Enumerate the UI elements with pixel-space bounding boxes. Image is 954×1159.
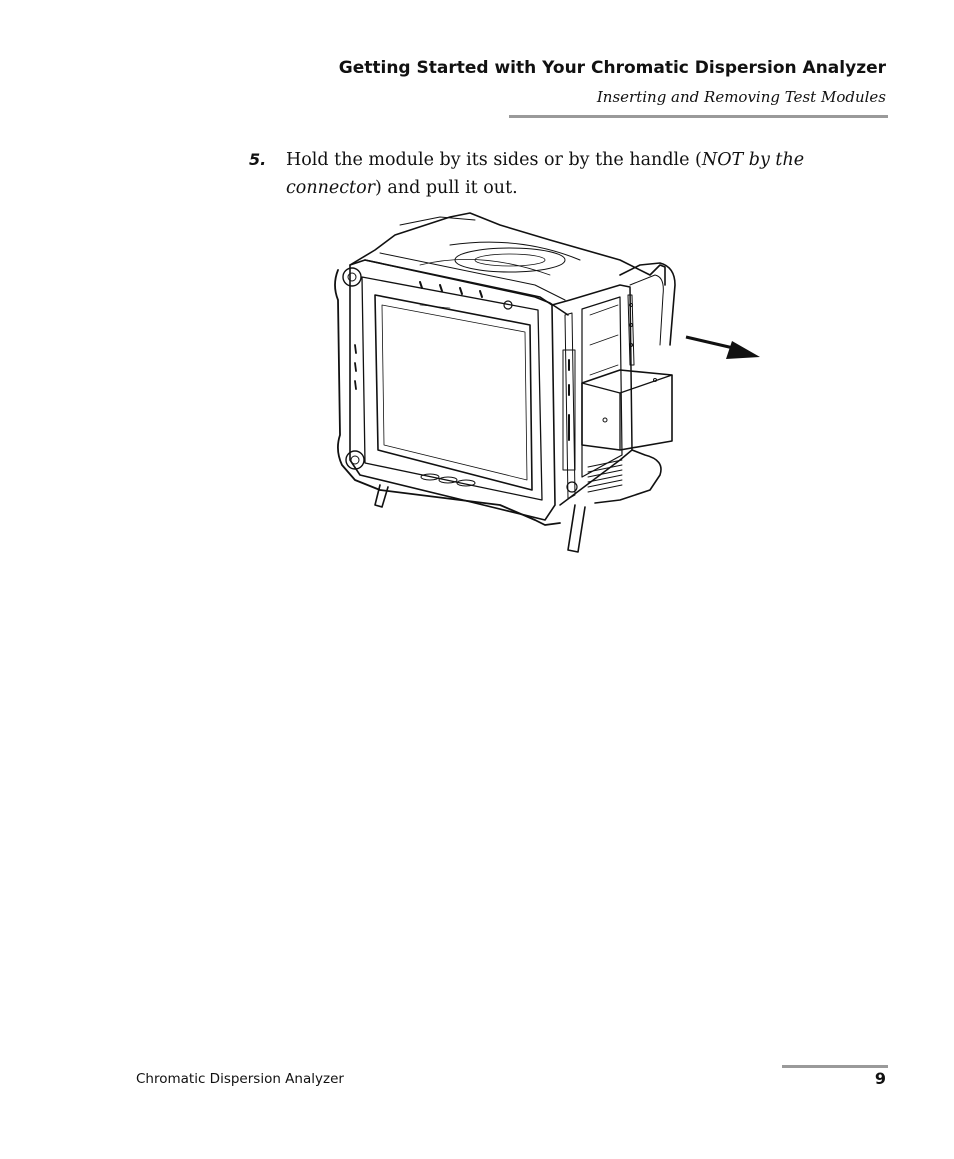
step-text-before: Hold the module by its sides or by the handle ( xyxy=(286,150,702,170)
footer-divider xyxy=(782,1065,888,1068)
step-instruction xyxy=(286,146,886,202)
step-number: 5. xyxy=(249,150,267,169)
page-number: 9 xyxy=(874,1069,886,1088)
step-text-after: ) and pull it out. xyxy=(374,178,518,198)
step-text-emphasis: NOT by the connector xyxy=(286,150,805,198)
module-removal-figure xyxy=(320,205,780,565)
pull-direction-arrow-icon xyxy=(320,205,780,565)
running-header-subtitle: Inserting and Removing Test Modules xyxy=(596,88,886,106)
header-divider xyxy=(509,115,888,118)
running-header-title: Getting Started with Your Chromatic Dispersion Analyzer xyxy=(338,58,886,78)
footer-document-title: Chromatic Dispersion Analyzer xyxy=(136,1071,344,1087)
